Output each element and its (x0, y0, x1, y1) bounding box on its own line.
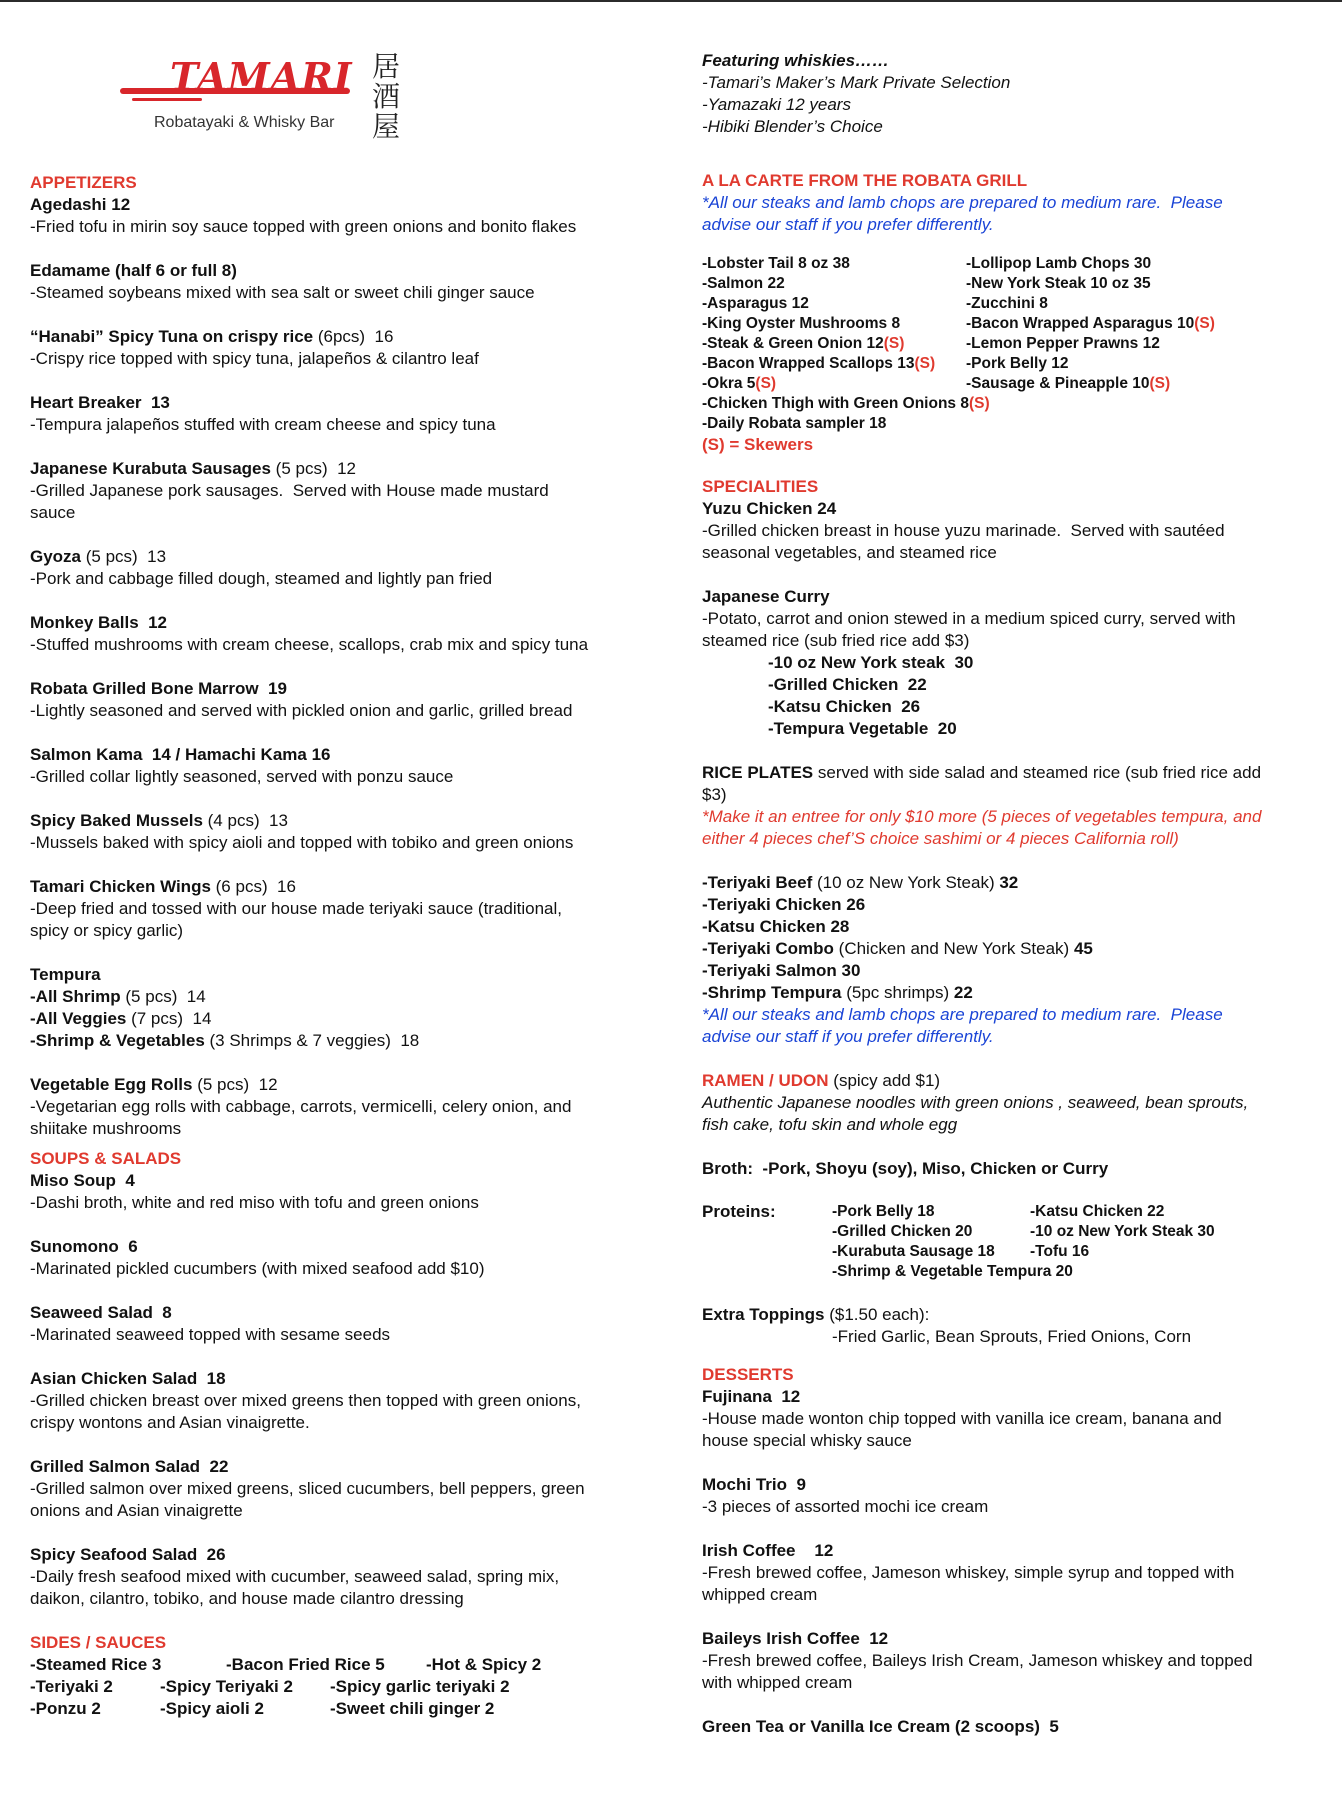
item-extra: (6 pcs) 16 (210, 877, 296, 896)
menu-item-desc: -Marinated seaweed topped with sesame seeds (30, 1325, 391, 1344)
item-name: Salmon Kama 14 / Hamachi Kama 16 (30, 745, 331, 764)
robata-item (966, 274, 1266, 294)
menu-item: -All Veggies (7 pcs) 14 (30, 1009, 212, 1028)
skewer-legend: (S) = Skewers (702, 435, 814, 454)
item-name: Spicy Baked Mussels (30, 811, 203, 830)
robata-item-name: -Salmon 22 (702, 275, 785, 292)
menu-item-desc: with whipped cream (702, 1673, 853, 1692)
menu-item-name (30, 1544, 670, 1566)
toppings-list: -Fried Garlic, Bean Sprouts, Fried Onions, Corn (832, 1327, 1192, 1346)
robata-item-name: -New York Steak 10 oz 35 (966, 275, 1151, 292)
menu-item-name: Green Tea or Vanilla Ice Cream (2 scoops) 5 (702, 1717, 1059, 1736)
skewer-mark: (S) (914, 355, 936, 372)
logo-wordmark: TAMARI (170, 54, 353, 99)
menu-item-desc: -Vegetarian egg rolls with cabbage, carrots, vermicelli, celery onion, and (30, 1097, 572, 1116)
menu-item-desc: -Pork and cabbage filled dough, steamed and lightly pan fried (30, 569, 493, 588)
logo-kanji: 居 酒 屋 (372, 50, 401, 143)
menu-item-desc: -Grilled chicken breast in house yuzu marinade. Served with sautéed (702, 521, 1225, 540)
robata-item-name: -Sausage & Pineapple 10 (966, 375, 1150, 392)
robata-item-name: -Lollipop Lamb Chops 30 (966, 255, 1152, 272)
item-extra: (6pcs) 16 (313, 327, 394, 346)
menu-item-desc: -Fresh brewed coffee, Baileys Irish Cream, Jameson whiskey and topped (702, 1651, 1253, 1670)
entree-note: *Make it an entree for only $10 more (5 pieces of vegetables tempura, and (702, 807, 1262, 826)
logo-subtitle: Robatayaki & Whisky Bar (154, 114, 335, 131)
robata-item (702, 294, 966, 314)
menu-item-desc: house special whisky sauce (702, 1431, 912, 1450)
item-name: -Shrimp Tempura (702, 983, 842, 1002)
menu-item-name (702, 1386, 1322, 1408)
right-column (702, 50, 1322, 1738)
robata-item (702, 374, 966, 394)
robata-heading: A LA CARTE FROM THE ROBATA GRILL (702, 171, 1028, 190)
desserts-list (702, 1386, 1322, 1716)
item-extra: (5 pcs) 12 (270, 459, 356, 478)
rice-plates-list (702, 872, 1322, 1004)
sides-row: -Ponzu 2 -Spicy aioli 2 -Sweet chili ginger 2 (30, 1699, 495, 1718)
menu-item-desc: whipped cream (702, 1585, 818, 1604)
item-name: Spicy Seafood Salad 26 (30, 1545, 226, 1564)
menu-item-desc: -House made wonton chip topped with vanilla ice cream, banana and (702, 1409, 1222, 1428)
menu-item-desc: -Grilled chicken breast over mixed greens then topped with green onions, (30, 1391, 581, 1410)
menu-item-name (702, 1540, 1322, 1562)
item-extra: (5pc shrimps) (841, 983, 954, 1002)
robata-item-name: -Zucchini 8 (966, 295, 1048, 312)
menu-item-desc: -Fresh brewed coffee, Jameson whiskey, simple syrup and topped with (702, 1563, 1235, 1582)
menu-item-name (30, 810, 670, 832)
item-name: -Teriyaki Salmon 30 (702, 961, 861, 980)
robata-item-name: -King Oyster Mushrooms 8 (702, 315, 901, 332)
rice-plate-item (702, 960, 1322, 982)
robata-item-name: -Okra 5 (702, 375, 756, 392)
menu-item-desc: sauce (30, 503, 76, 522)
robata-note: *All our steaks and lamb chops are prepared to medium rare. Please (702, 193, 1223, 212)
item-name: Tamari Chicken Wings (30, 877, 211, 896)
curry-option: -Katsu Chicken 26 (768, 697, 921, 716)
item-name: -Katsu Chicken 28 (702, 917, 850, 936)
robata-item (702, 334, 966, 354)
menu-item-desc: -Marinated pickled cucumbers (with mixed seafood add $10) (30, 1259, 485, 1278)
item-name: Mochi Trio 9 (702, 1475, 806, 1494)
item-extra: (Chicken and New York Steak) (833, 939, 1074, 958)
robata-item (966, 254, 1266, 274)
menu-item-name (30, 260, 670, 282)
item-name: Baileys Irish Coffee 12 (702, 1629, 889, 1648)
robata-item (966, 354, 1266, 374)
menu-item-name (702, 1474, 1322, 1496)
item-name: Edamame (half 6 or full 8) (30, 261, 237, 280)
robata-item-name: -Lemon Pepper Prawns 12 (966, 335, 1160, 352)
menu-item-name (30, 194, 670, 216)
toppings-heading: Extra Toppings ($1.50 each): (702, 1305, 930, 1324)
skewer-mark: (S) (755, 375, 777, 392)
menu-item: -Chicken Thigh with Green Onions 8(S) (702, 395, 990, 412)
menu-item: Vegetable Egg Rolls (5 pcs) 12 (30, 1075, 278, 1094)
menu-item-desc: onions and Asian vinaigrette (30, 1501, 243, 1520)
soups-list (30, 1170, 670, 1632)
menu-item-desc: -Steamed soybeans mixed with sea salt or sweet chili ginger sauce (30, 283, 535, 302)
menu-item-name (30, 1368, 670, 1390)
item-price: 45 (1073, 939, 1093, 958)
menu-item-name (702, 1628, 1322, 1650)
desserts-heading: DESSERTS (702, 1365, 794, 1384)
skewer-mark: (S) (1194, 315, 1215, 332)
menu-item-desc: -Grilled Japanese pork sausages. Served with House made mustard (30, 481, 549, 500)
menu-item-name (30, 392, 670, 414)
menu-item-name (30, 876, 670, 898)
menu-item-desc: -3 pieces of assorted mochi ice cream (702, 1497, 989, 1516)
menu-item-name (30, 326, 670, 348)
sides-row: -Steamed Rice 3 -Bacon Fried Rice 5 -Hot & Spicy 2 (30, 1655, 542, 1674)
specialities-heading: SPECIALITIES (702, 477, 819, 496)
item-name: Sunomono 6 (30, 1237, 138, 1256)
robata-item-name: -Steak & Green Onion 12 (702, 335, 884, 352)
menu-item-name (30, 458, 670, 480)
robata-item-name: -Pork Belly 12 (966, 355, 1069, 372)
robata-item (702, 314, 966, 334)
item-name: Miso Soup 4 (30, 1171, 135, 1190)
item-price: 22 (953, 983, 973, 1002)
item-name: -Teriyaki Combo (702, 939, 834, 958)
menu-item-name (30, 678, 670, 700)
item-price: 32 (999, 873, 1019, 892)
entree-note: either 4 pieces chef’S choice sashimi or 4 pieces California roll) (702, 829, 1179, 848)
robata-item (702, 274, 966, 294)
curry-option: -Grilled Chicken 22 (768, 675, 927, 694)
menu-item-desc: -Deep fried and tossed with our house made teriyaki sauce (traditional, (30, 899, 563, 918)
menu-item: -All Shrimp (5 pcs) 14 (30, 987, 206, 1006)
menu-item-name: Japanese Curry (702, 587, 830, 606)
skewer-mark: (S) (883, 335, 905, 352)
robata-item (966, 334, 1266, 354)
robata-note: advise our staff if you prefer differently. (702, 215, 994, 234)
menu-item: -Shrimp & Vegetables (3 Shrimps & 7 veggies) 18 (30, 1031, 420, 1050)
menu-item-name (30, 744, 670, 766)
ramen-heading: RAMEN / UDON (spicy add $1) (702, 1071, 941, 1090)
tempura-heading: Tempura (30, 965, 101, 984)
rice-plate-item (702, 916, 1322, 938)
robata-item (966, 374, 1266, 394)
robata-item-name: -Lobster Tail 8 oz 38 (702, 255, 850, 272)
rice-plate-item (702, 872, 1322, 894)
item-name: Heart Breaker 13 (30, 393, 170, 412)
whisky-item: -Tamari’s Maker’s Mark Private Selection (702, 73, 1011, 92)
item-extra: (5 pcs) 13 (81, 547, 167, 566)
item-name: Gyoza (30, 547, 82, 566)
menu-item-name (30, 1456, 670, 1478)
menu-item-name (30, 1302, 670, 1324)
menu-item-desc: shiitake mushrooms (30, 1119, 182, 1138)
robata-items (702, 254, 1322, 394)
menu-item-desc: -Dashi broth, white and red miso with tofu and green onions (30, 1193, 479, 1212)
item-extra: (4 pcs) 13 (202, 811, 288, 830)
item-name: Grilled Salmon Salad 22 (30, 1457, 229, 1476)
rice-plate-item (702, 982, 1322, 1004)
item-name: Monkey Balls 12 (30, 613, 168, 632)
ramen-broth: Broth: -Pork, Shoyu (soy), Miso, Chicken or Curry (702, 1159, 1109, 1178)
top-border (0, 0, 1342, 2)
menu-item-desc: crispy wontons and Asian vinaigrette. (30, 1413, 310, 1432)
item-name: “Hanabi” Spicy Tuna on crispy rice (30, 327, 314, 346)
item-name: -Teriyaki Chicken 26 (702, 895, 866, 914)
whisky-item: -Hibiki Blender’s Choice (702, 117, 883, 136)
menu-item-desc: -Mussels baked with spicy aioli and topped with tobiko and green onions (30, 833, 574, 852)
menu-item-desc: spicy or spicy garlic) (30, 921, 184, 940)
item-name: Fujinana 12 (702, 1387, 801, 1406)
item-name: Agedashi 12 (30, 195, 131, 214)
steak-note: advise our staff if you prefer differently. (702, 1027, 994, 1046)
menu-item-desc: -Tempura jalapeños stuffed with cream cheese and spicy tuna (30, 415, 496, 434)
rice-plates-heading-cont: $3) (702, 785, 727, 804)
skewer-mark: (S) (1149, 375, 1171, 392)
menu-item-name (30, 1170, 670, 1192)
robata-item (702, 254, 966, 274)
soups-heading: SOUPS & SALADS (30, 1149, 182, 1168)
menu-item-desc: -Fried tofu in mirin soy sauce topped with green onions and bonito flakes (30, 217, 577, 236)
sides-row: -Teriyaki 2 -Spicy Teriyaki 2 -Spicy garlic teriyaki 2 (30, 1677, 510, 1696)
menu-item-desc: -Potato, carrot and onion stewed in a medium spiced curry, served with (702, 609, 1236, 628)
menu-item-desc: seasonal vegetables, and steamed rice (702, 543, 997, 562)
item-name: Irish Coffee 12 (702, 1541, 834, 1560)
robata-item-name: -Asparagus 12 (702, 295, 809, 312)
rice-plates-heading: RICE PLATES served with side salad and steamed rice (sub fried rice add (702, 763, 1262, 782)
appetizers-heading: APPETIZERS (30, 173, 137, 192)
menu-item-name (30, 1236, 670, 1258)
left-column (30, 172, 670, 1720)
menu-item-desc: -Grilled salmon over mixed greens, sliced cucumbers, bell peppers, green (30, 1479, 585, 1498)
menu-item-name (30, 546, 670, 568)
ramen-desc: fish cake, tofu skin and whole egg (702, 1115, 958, 1134)
robata-item (702, 354, 966, 374)
curry-option: -10 oz New York steak 30 (768, 653, 974, 672)
menu-item-desc: -Stuffed mushrooms with cream cheese, scallops, crab mix and spicy tuna (30, 635, 589, 654)
robata-item-name: -Bacon Wrapped Asparagus 10 (966, 315, 1195, 332)
robata-item-name: -Bacon Wrapped Scallops 13 (702, 355, 915, 372)
rice-plate-item (702, 938, 1322, 960)
ramen-desc: Authentic Japanese noodles with green onions , seaweed, bean sprouts, (702, 1093, 1249, 1112)
rice-plate-item (702, 894, 1322, 916)
menu-item-desc: -Lightly seasoned and served with pickled onion and garlic, grilled bread (30, 701, 573, 720)
whisky-item: -Yamazaki 12 years (702, 95, 851, 114)
ramen-proteins: Proteins: -Pork Belly 18 -Grilled Chicken 20 -Kurabuta Sausage 18 -Shrimp & Vegetable Tempura 20 -Katsu Chicken 22 -10 oz New York Steak 30 -Tofu 16 (702, 1202, 1215, 1280)
tamari-logo (120, 52, 420, 152)
menu-item-name (30, 612, 670, 634)
robata-item (966, 294, 1266, 314)
item-name: Robata Grilled Bone Marrow 19 (30, 679, 287, 698)
item-name: Asian Chicken Salad 18 (30, 1369, 226, 1388)
sides-heading: SIDES / SAUCES (30, 1633, 167, 1652)
menu-item-desc: -Crispy rice topped with spicy tuna, jalapeños & cilantro leaf (30, 349, 479, 368)
steak-note: *All our steaks and lamb chops are prepared to medium rare. Please (702, 1005, 1223, 1024)
menu-item-desc: steamed rice (sub fried rice add $3) (702, 631, 970, 650)
item-name: -Teriyaki Beef (702, 873, 813, 892)
whiskies-heading: Featuring whiskies…… (702, 51, 890, 70)
robata-item (966, 314, 1266, 334)
item-name: Seaweed Salad 8 (30, 1303, 172, 1322)
appetizers-list (30, 194, 670, 964)
menu-item: -Daily Robata sampler 18 (702, 415, 887, 432)
menu-item-desc: daikon, cilantro, tobiko, and house made cilantro dressing (30, 1589, 464, 1608)
curry-option: -Tempura Vegetable 20 (768, 719, 957, 738)
item-extra: (10 oz New York Steak) (812, 873, 1000, 892)
menu-item-desc: -Grilled collar lightly seasoned, served with ponzu sauce (30, 767, 454, 786)
menu-item-desc: -Daily fresh seafood mixed with cucumber, seaweed salad, spring mix, (30, 1567, 560, 1586)
menu-item-name: Yuzu Chicken 24 (702, 499, 837, 518)
item-name: Japanese Kurabuta Sausages (30, 459, 271, 478)
